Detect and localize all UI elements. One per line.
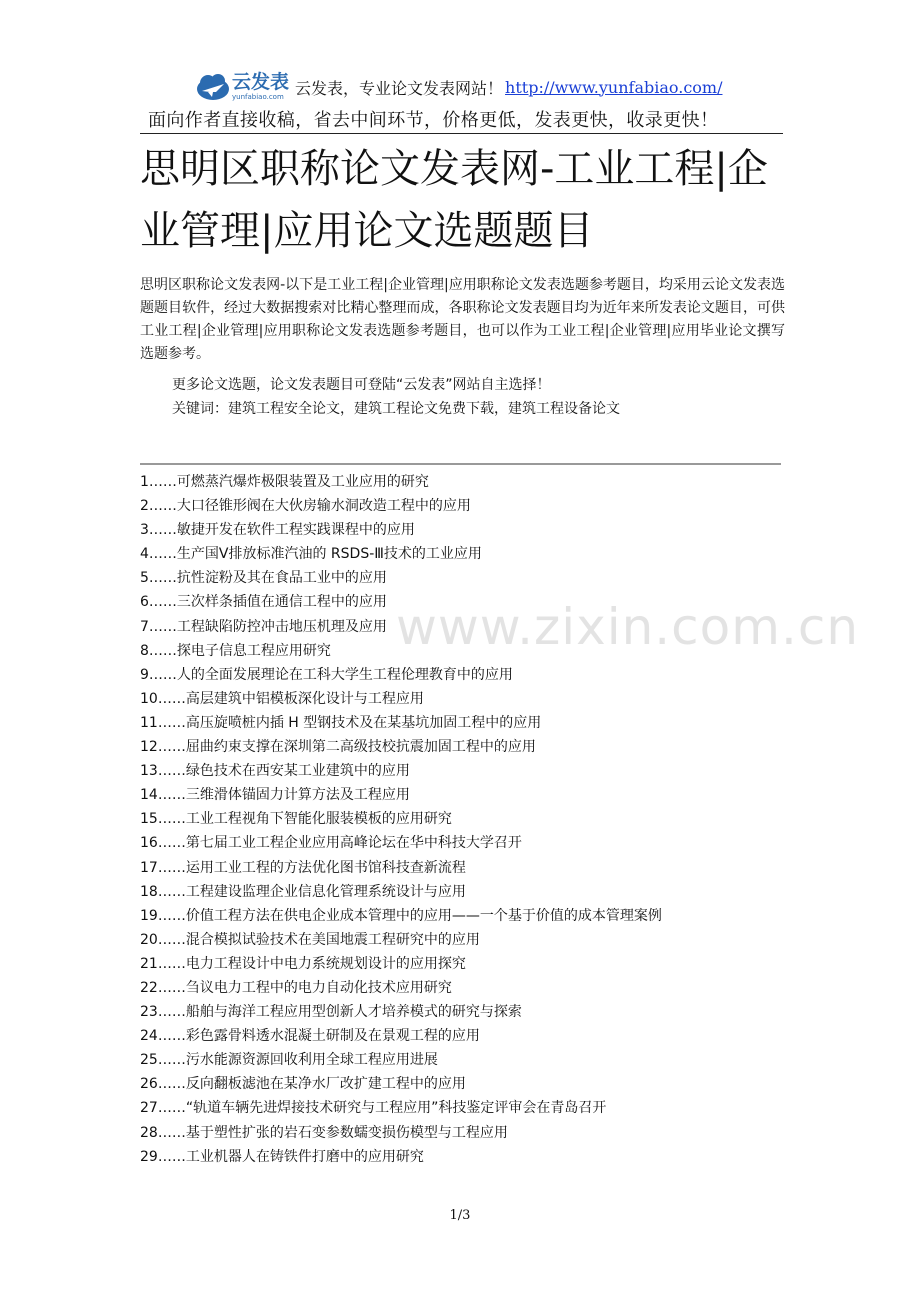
cloud-plane-icon (196, 72, 230, 102)
list-item: 23……船舶与海洋工程应用型创新人才培养模式的研究与探索 (140, 1004, 522, 1021)
list-item: 27……“轨道车辆先进焊接技术研究与工程应用”科技鉴定评审会在青岛召开 (140, 1100, 607, 1117)
list-item: 7……工程缺陷防控冲击地压机理及应用 (140, 618, 387, 635)
list-item: 10……高层建筑中铝模板深化设计与工程应用 (140, 690, 424, 707)
header-divider (140, 133, 783, 134)
list-item: 4……生产国Ⅴ排放标准汽油的 RSDS-Ⅲ技术的工业应用 (140, 546, 482, 563)
list-item: 19……价值工程方法在供电企业成本管理中的应用——一个基于价值的成本管理案例 (140, 907, 662, 924)
topic-list (140, 470, 662, 1169)
list-item: 25……污水能源资源回收利用全球工程应用进展 (140, 1052, 438, 1069)
site-slogan: 面向作者直接收稿，省去中间环节，价格更低，发表更快，收录更快！ (148, 110, 719, 131)
list-divider (140, 463, 781, 465)
list-item: 8……探电子信息工程应用研究 (140, 642, 331, 659)
list-item: 14……三维滑体锚固力计算方法及工程应用 (140, 787, 410, 804)
list-item: 12……屈曲约束支撑在深圳第二高级技校抗震加固工程中的应用 (140, 739, 536, 756)
list-item: 29……工业机器人在铸铁件打磨中的应用研究 (140, 1148, 424, 1165)
watermark: www.zixin.com.cn (396, 598, 860, 656)
list-item: 24……彩色露骨料透水混凝土研制及在景观工程的应用 (140, 1028, 480, 1045)
list-item: 16……第七届工业工程企业应用高峰论坛在华中科技大学召开 (140, 835, 522, 852)
site-tagline: 云发表，专业论文发表网站！ (295, 78, 504, 98)
logo-subtext: yunfabiao.com (232, 93, 284, 101)
list-item: 1……可燃蒸汽爆炸极限装置及工业应用的研究 (140, 474, 429, 490)
list-item: 5……抗性淀粉及其在食品工业中的应用 (140, 570, 387, 587)
logo-text: 云发表 (232, 71, 290, 93)
page-title: 思明区职称论文发表网-工业工程|企业管理|应用论文选题题目 (140, 146, 768, 254)
list-item: 13……绿色技术在西安某工业建筑中的应用 (140, 763, 410, 780)
list-item: 6……三次样条插值在通信工程中的应用 (140, 594, 387, 611)
list-item: 11……高压旋喷桩内插 H 型钢技术及在某基坑加固工程中的应用 (140, 714, 542, 731)
site-logo[interactable] (196, 72, 289, 102)
list-item: 3……敏捷开发在软件工程实践课程中的应用 (140, 522, 415, 539)
site-header (196, 70, 722, 104)
list-item: 2……大口径锥形阀在大伙房输水洞改造工程中的应用 (140, 498, 471, 515)
list-item: 9……人的全面发展理论在工科大学生工程伦理教育中的应用 (140, 666, 513, 683)
intro-paragraph: 思明区职称论文发表网-以下是工业工程|企业管理|应用职称论文发表选题参考题目，均采用云论文发表选题题目软件，经过大数据搜索对比精心整理而成，各职称论文发表题目均为近年来所发表论文题目，可供工业工程|企业管理|应用职称论文发表选题参考题目，也可以作为工业工程|企业管理|应用毕业论文撰写选题参考。 (140, 277, 785, 362)
list-item: 22……刍议电力工程中的电力自动化技术应用研究 (140, 979, 452, 996)
site-url-link[interactable]: http://www.yunfabiao.com/ (505, 77, 723, 97)
page-number: 1/3 (449, 1208, 471, 1223)
keywords-line: 关键词：建筑工程安全论文，建筑工程论文免费下载，建筑工程设备论文 (172, 401, 620, 417)
list-item: 17……运用工业工程的方法优化图书馆科技查新流程 (140, 859, 466, 876)
list-item: 18……工程建设监理企业信息化管理系统设计与应用 (140, 883, 466, 900)
list-item: 26……反向翻板滤池在某净水厂改扩建工程中的应用 (140, 1076, 466, 1093)
list-item: 20……混合模拟试验技术在美国地震工程研究中的应用 (140, 931, 480, 948)
list-item: 28……基于塑性扩张的岩石变参数蠕变损伤模型与工程应用 (140, 1124, 508, 1141)
list-item: 21……电力工程设计中电力系统规划设计的应用探究 (140, 955, 466, 972)
more-topics-note: 更多论文选题，论文发表题目可登陆“云发表”网站自主选择！ (172, 377, 551, 393)
list-item: 15……工业工程视角下智能化服装模板的应用研究 (140, 811, 452, 828)
